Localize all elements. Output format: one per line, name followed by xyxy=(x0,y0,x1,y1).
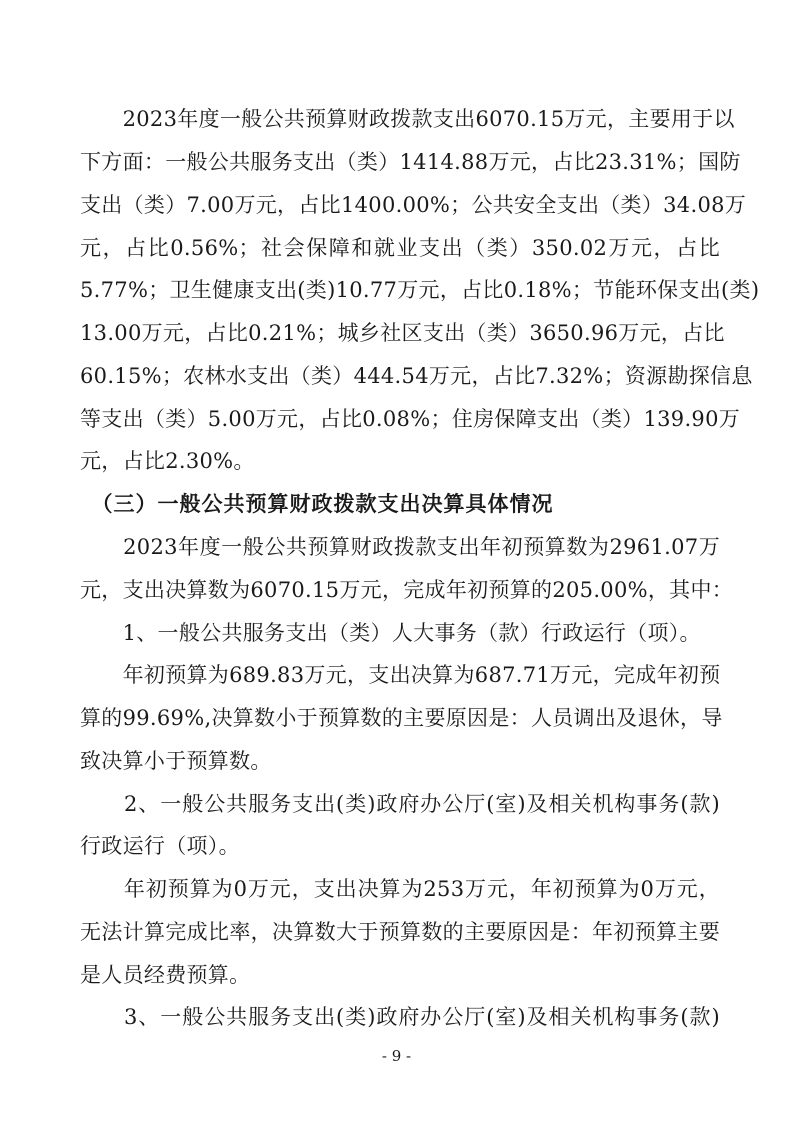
paragraph-line: 无法计算完成比率，决算数大于预算数的主要原因是：年初预算主要 xyxy=(80,920,720,944)
paragraph-line: 算的99.69%,决算数小于预算数的主要原因是：人员调出及退休，导 xyxy=(80,706,723,730)
paragraph-line: 60.15%；农林水支出（类）444.54万元，占比7.32%；资源勘探信息 xyxy=(80,364,753,388)
paragraph-line: 等支出（类）5.00万元，占比0.08%；住房保障支出（类）139.90万 xyxy=(80,407,741,431)
paragraph-line: 行政运行（项）。 xyxy=(80,834,240,858)
paragraph-line: 13.00万元，占比0.21%；城乡社区支出（类）3650.96万元，占比 xyxy=(80,321,725,345)
paragraph-line: 3、一般公共服务支出(类)政府办公厅(室)及相关机构事务(款) xyxy=(80,1005,720,1029)
paragraph-line: 元，占比0.56%；社会保障和就业支出（类）350.02万元，占比 xyxy=(80,236,720,260)
paragraph-line: 2023年度一般公共预算财政拨款支出年初预算数为2961.07万 xyxy=(80,535,720,559)
paragraph-line: 致决算小于预算数。 xyxy=(80,749,272,773)
section-heading: （三）一般公共预算财政拨款支出决算具体情况 xyxy=(80,492,554,516)
paragraph-line: 年初预算为0万元，支出决算为253万元，年初预算为0万元， xyxy=(80,877,720,901)
paragraph-line: 2023年度一般公共预算财政拨款支出6070.15万元，主要用于以 xyxy=(80,107,735,131)
paragraph-line: 元，占比2.30%。 xyxy=(80,449,255,473)
paragraph-line: 5.77%；卫生健康支出(类)10.77万元，占比0.18%；节能环保支出(类) xyxy=(80,278,760,302)
paragraph-line: 是人员经费预算。 xyxy=(80,963,251,987)
paragraph-line: 支出（类）7.00万元，占比1400.00%；公共安全支出（类）34.08万 xyxy=(80,193,747,217)
page-number: - 9 - xyxy=(381,1047,412,1065)
paragraph-line: 年初预算为689.83万元，支出决算为687.71万元，完成年初预 xyxy=(80,663,721,687)
paragraph-line: 1、一般公共服务支出（类）人大事务（款）行政运行（项）。 xyxy=(80,621,701,645)
paragraph-line: 元，支出决算数为6070.15万元，完成年初预算的205.00%，其中： xyxy=(80,578,734,602)
paragraph-line: 下方面：一般公共服务支出（类）1414.88万元，占比23.31%；国防 xyxy=(80,150,741,174)
paragraph-line: 2、一般公共服务支出(类)政府办公厅(室)及相关机构事务(款) xyxy=(80,792,720,816)
